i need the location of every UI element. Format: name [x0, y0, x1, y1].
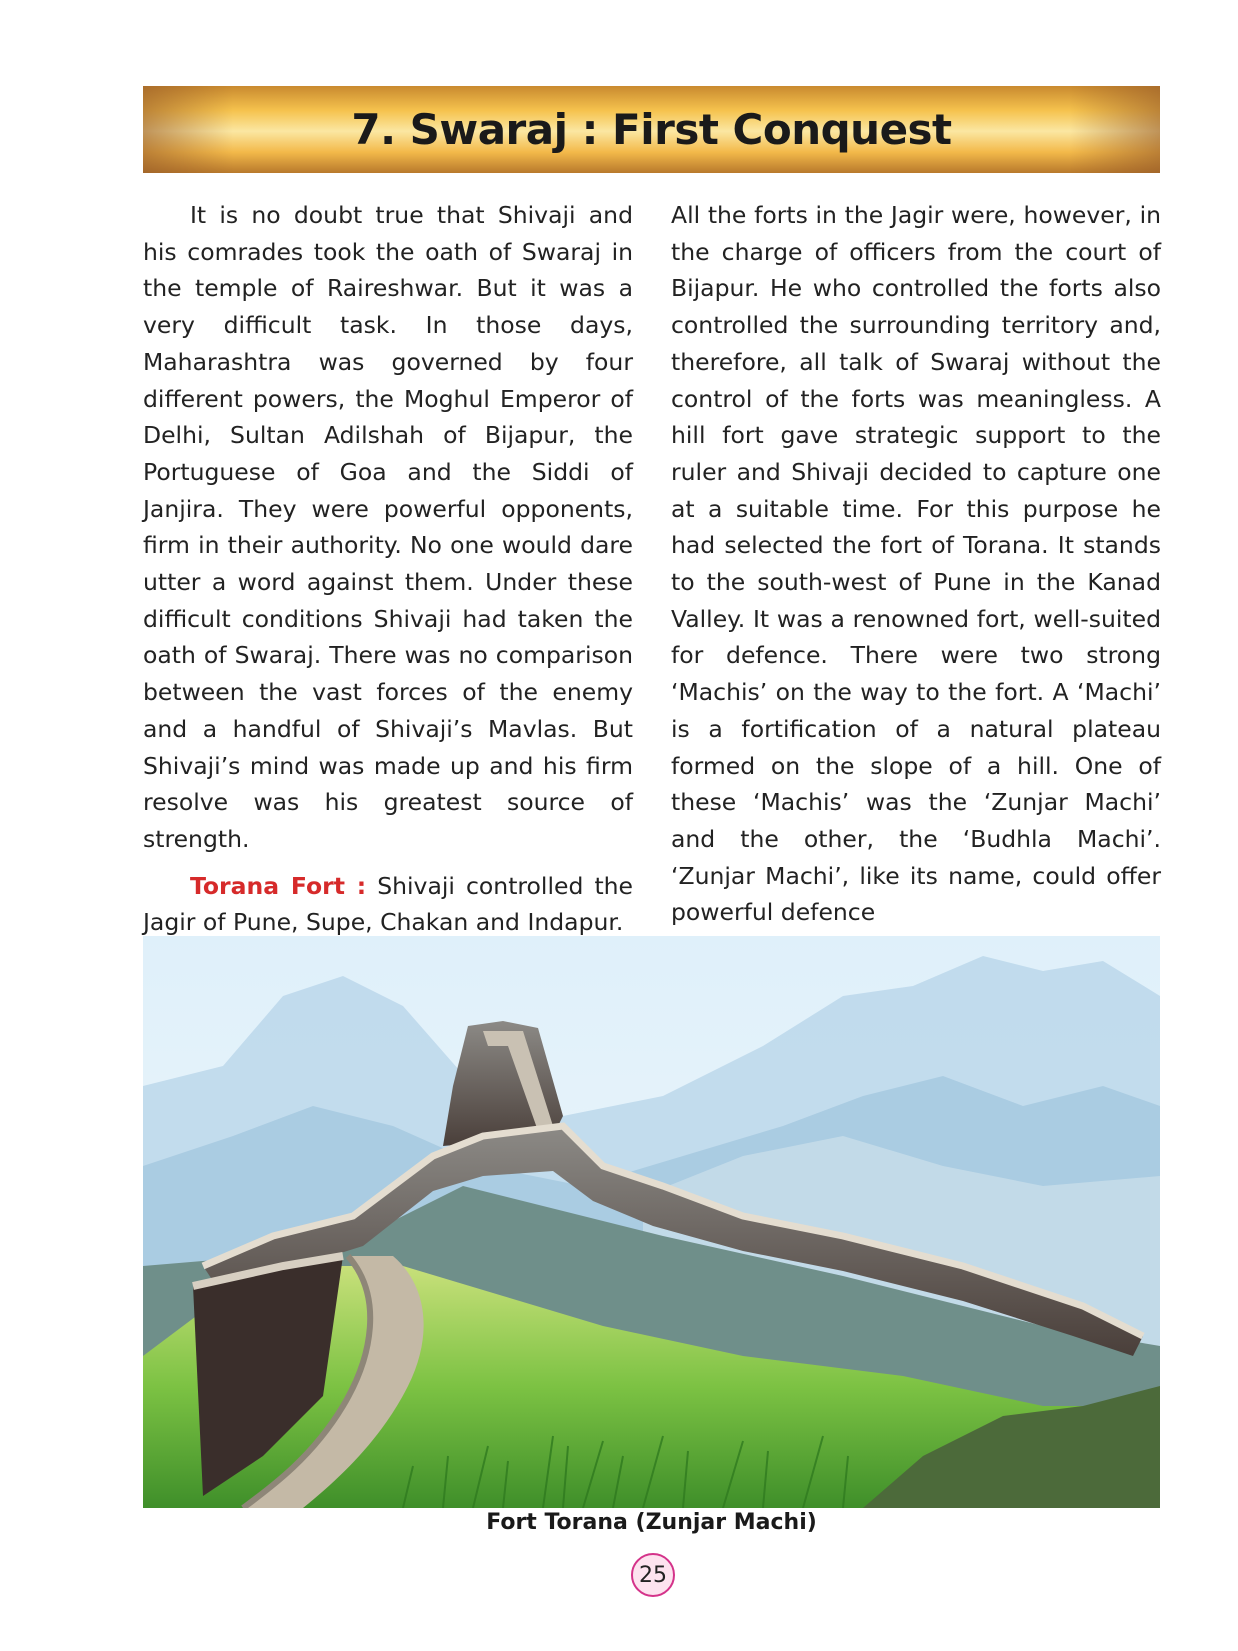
chapter-banner: [143, 86, 1160, 173]
paragraph-forts: All the forts in the Jagir were, however, in the charge of officers from the court of Bijapur. He who controlled the forts also controlled the surrounding territory and, therefore, all talk of Swaraj without the control of the forts was meaningless. A hill fort gave strategic support to the ruler and Shivaji decided to capture one at a suitable time. For this purpose he had selected the fort of Torana. It stands to the south-west of Pune in the Kanad Valley. It was a renowned fort, well-suited for defence. There were two strong ‘Machis’ on the way to the fort. A ‘Machi’ is a fortification of a natural plateau formed on the slope of a hill. One of these ‘Machis’ was the ‘Zunjar Machi’ and the other, the ‘Budhla Machi’. ‘Zunjar Machi’, like its name, could offer powerful defence: [671, 201, 1161, 927]
torana-fort-text: Shivaji controlled the Jagir of Pune, Supe, Chakan and Indapur.: [143, 871, 634, 937]
page-number: 25: [631, 1553, 675, 1597]
right-column: [671, 197, 1161, 931]
fort-torana-illustration: [143, 936, 1160, 1508]
fort-painting: [143, 936, 1160, 1508]
figure-caption: Fort Torana (Zunjar Machi): [486, 1510, 817, 1535]
left-column: [143, 197, 633, 941]
torana-fort-heading: Torana Fort :: [190, 871, 367, 900]
chapter-title: 7. Swaraj : First Conquest: [351, 105, 952, 154]
paragraph-torana: [143, 868, 633, 941]
paragraph-intro: It is no doubt true that Shivaji and his comrades took the oath of Swaraj in the temple of Raireshwar. But it was a very difficult task. In those days, Maharashtra was governed by four different powers, the Moghul Emperor of Delhi, Sultan Adilshah of Bijapur, the Portuguese of Goa and the Siddi of Janjira. They were powerful opponents, firm in their authority. No one would dare utter a word against them. Under these difficult conditions Shivaji had taken the oath of Swaraj. There was no comparison between the vast forces of the enemy and a handful of Shivaji’s Mavlas. But Shivaji’s mind was made up and his firm resolve was his greatest source of strength.: [143, 201, 633, 853]
